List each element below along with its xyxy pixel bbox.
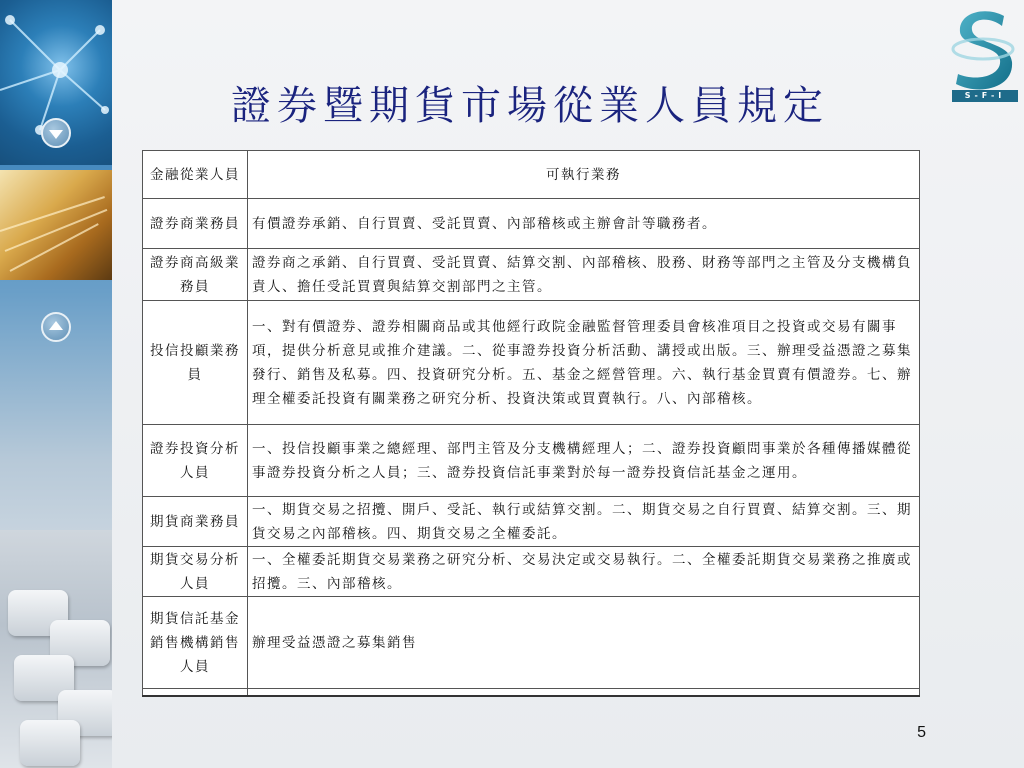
row-key-cell: 期貨信託基金銷售機構銷售人員 [143,597,248,689]
row-value-cell: 辦理受益憑證之募集銷售 [248,597,920,689]
header-value-cell: 可執行業務 [248,151,920,199]
table-footer-row [143,689,920,697]
table-row [143,199,920,249]
table-row [143,301,920,425]
table-row [143,425,920,497]
slide-title: 證券暨期貨市場從業人員規定 [231,83,829,129]
row-value-cell: 一、投信投顧事業之總經理、部門主管及分支機構經理人；二、證券投資顧問事業於各種傳播媒體從事證券投資分析之人員；三、證券投資信託事業對於每一證券投資信託基金之運用。 [248,425,920,497]
row-value-cell: 一、全權委託期貨交易業務之研究分析、交易決定或交易執行。二、全權委託期貨交易業務之推廣或招攬。三、內部稽核。 [248,547,920,597]
row-key-cell: 期貨交易分析人員 [143,547,248,597]
regulation-table [142,150,920,697]
table-header-row [143,151,920,199]
row-value-cell: 證券商之承銷、自行買賣、受託買賣、結算交割、內部稽核、股務、財務等部門之主管及分支機構負責人、擔任受託買賣與結算交割部門之主管。 [248,249,920,301]
table-row [143,497,920,547]
row-key-cell: 期貨商業務員 [143,497,248,547]
sfi-logo-icon [946,4,1020,100]
decorative-side-strip [0,0,112,768]
triangle-down-icon [41,118,71,148]
logo-text: S-F-I [952,90,1018,102]
row-value-cell: 有價證券承銷、自行買賣、受託買賣、內部稽核或主辦會計等職務者。 [248,199,920,249]
row-value-cell: 一、對有價證券、證券相關商品或其他經行政院金融監督管理委員會核准項目之投資或交易有關事項，提供分析意見或推介建議。二、從事證券投資分析活動、講授或出版。三、辦理受益憑證之募集發行、銷售及私募。四、投資研究分析。五、基金之經營管理。六、執行基金買賣有價證券。七、辦理全權委託投資有關業務之研究分析、投資決策或買賣執行。八、內部稽核。 [248,301,920,425]
table-row [143,597,920,689]
row-key-cell: 證券商高級業務員 [143,249,248,301]
row-value-cell: 一、期貨交易之招攬、開戶、受託、執行或結算交割。二、期貨交易之自行買賣、結算交割。三、期貨交易之內部稽核。四、期貨交易之全權委託。 [248,497,920,547]
row-key-cell: 投信投顧業務員 [143,301,248,425]
keyboard-image [0,530,112,768]
page-number: 5 [917,724,926,741]
table-row [143,547,920,597]
triangle-up-icon [41,312,71,342]
finance-chart-image [0,170,112,280]
table-row [143,249,920,301]
header-key-cell: 金融從業人員 [143,151,248,199]
row-key-cell: 證券商業務員 [143,199,248,249]
row-key-cell: 證券投資分析人員 [143,425,248,497]
